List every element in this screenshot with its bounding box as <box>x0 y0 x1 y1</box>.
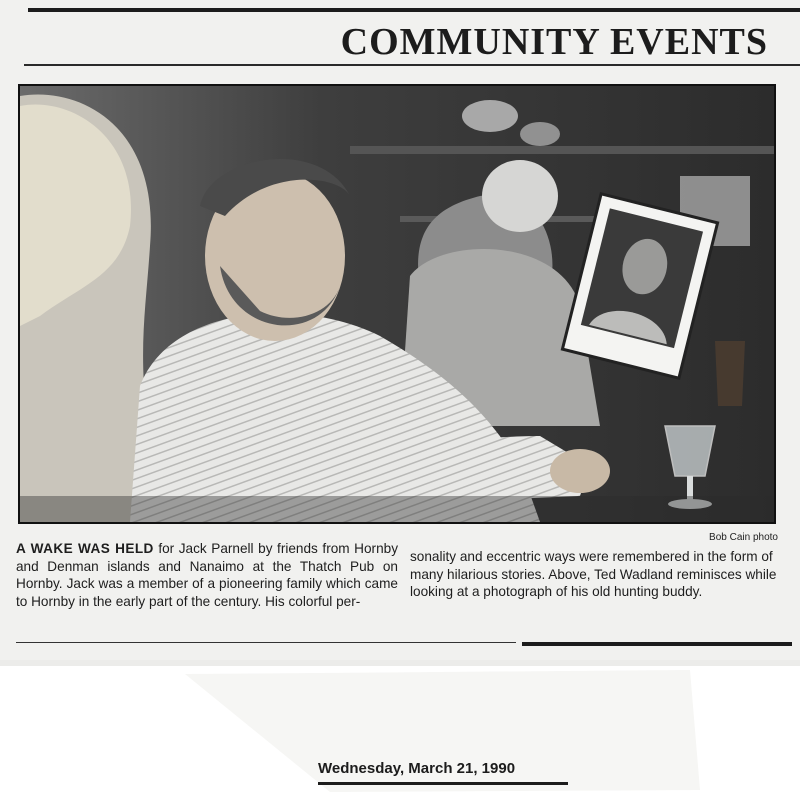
photo-credit: Bob Cain photo <box>709 532 778 543</box>
section-title: COMMUNITY EVENTS <box>340 21 768 63</box>
bottom-rule-thick <box>522 642 792 646</box>
header-rule <box>24 64 800 66</box>
top-rule <box>28 8 800 12</box>
photo-illustration <box>20 86 774 522</box>
caption-column-right: sonality and eccentric ways were remembered in the form of many hilarious stories. Above, Ted Wadland reminisces while looking at a photograph of his old hunting buddy. <box>410 549 777 599</box>
caption-lead: A WAKE WAS HELD <box>16 541 154 556</box>
bottom-rule <box>16 642 516 643</box>
date-rule <box>318 782 568 785</box>
publication-date: Wednesday, March 21, 1990 <box>318 760 516 777</box>
caption-text-left: for Jack Parnell by friends from Hornby and Denman islands and Nanaimo at the Thatch Pub on Hornby. Jack was a member of a pioneering family which came to Hornby in the early part of the century. His colorful per- <box>16 541 398 609</box>
news-photo <box>18 84 776 524</box>
caption-column-left <box>16 540 398 610</box>
